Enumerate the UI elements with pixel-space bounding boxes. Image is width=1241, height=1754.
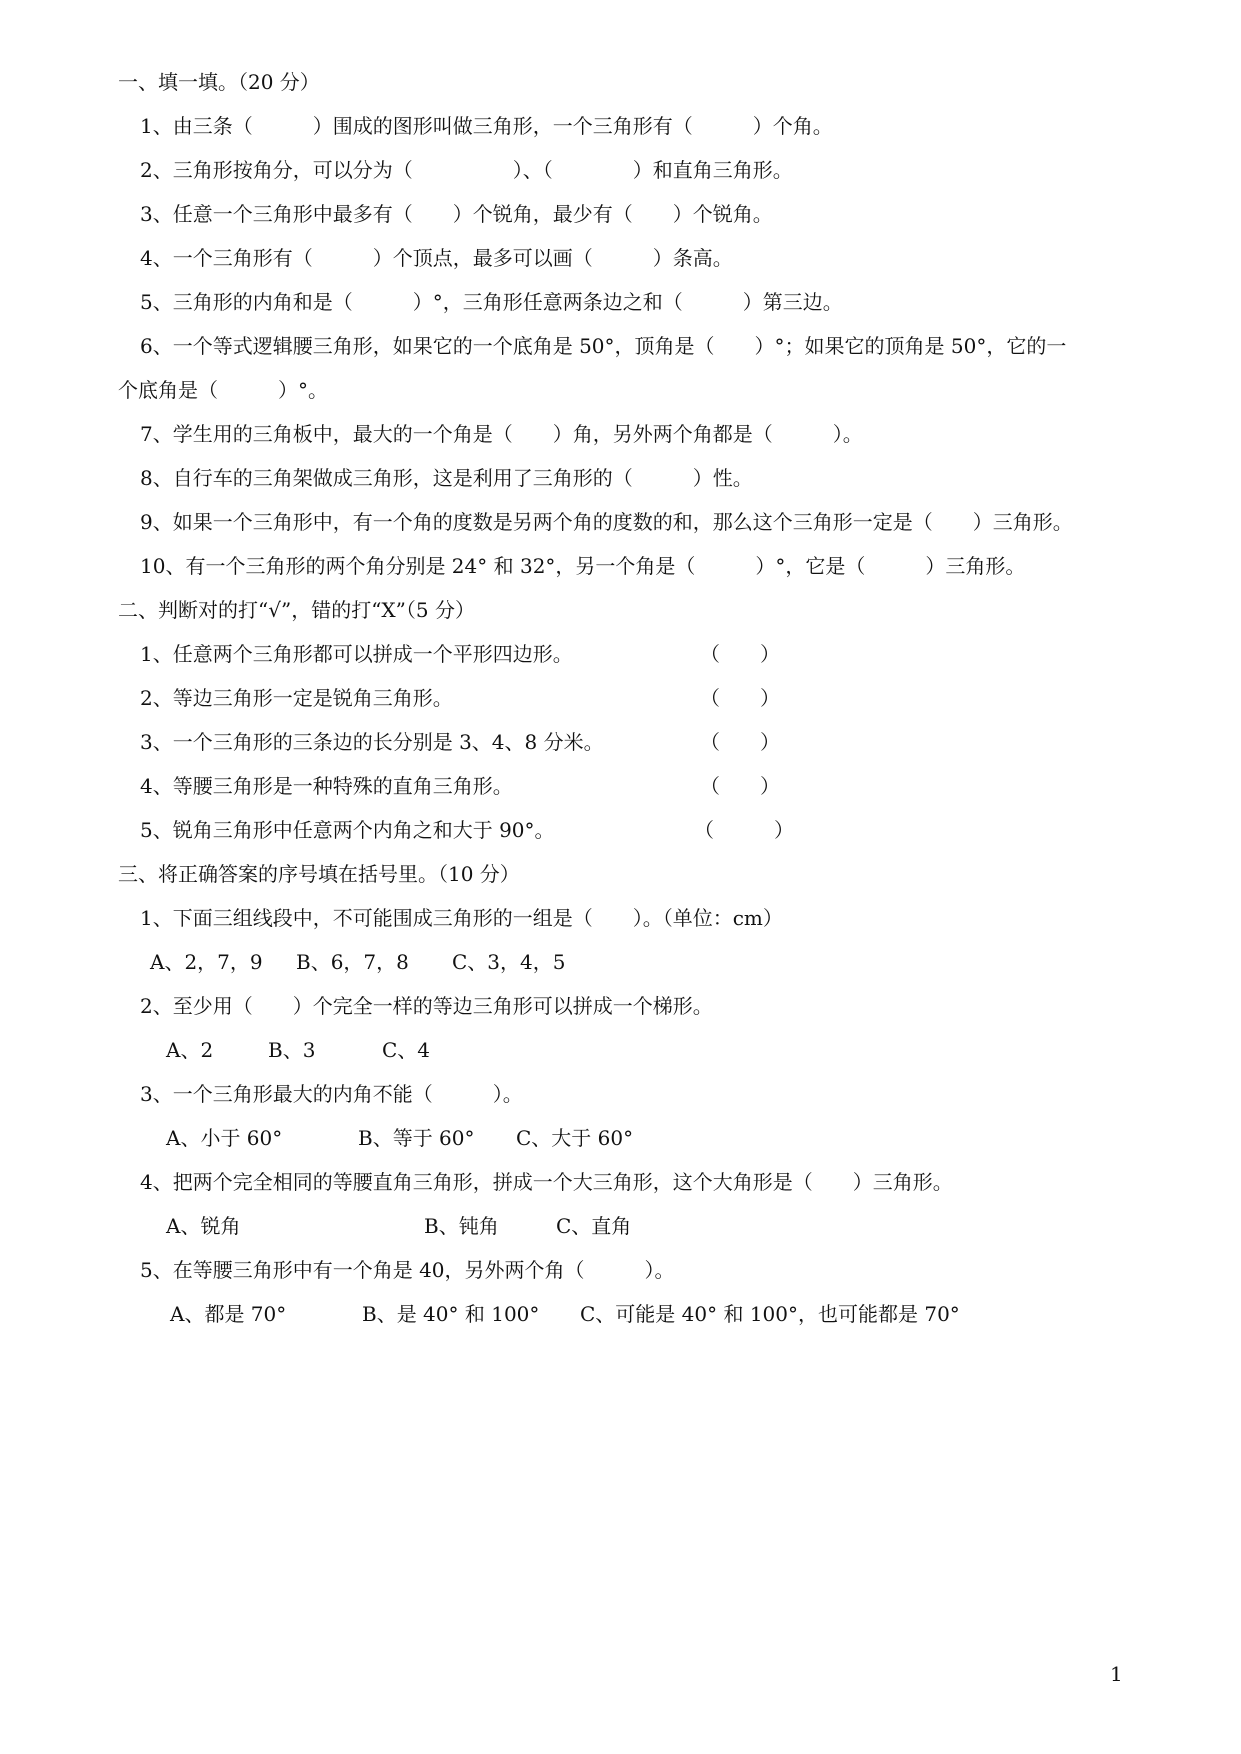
section-2-title: 二、判断对的打“√”，错的打“X”（5 分） xyxy=(118,598,475,622)
choice-question-3: 3、一个三角形最大的内角不能（ ）。 xyxy=(140,1082,523,1106)
judge-item-5-paren: （ ） xyxy=(694,818,794,842)
fill-item-8: 8、自行车的三角架做成三角形，这是利用了三角形的（ ）性。 xyxy=(140,466,753,490)
fill-item-6: 6、一个等式逻辑腰三角形，如果它的一个底角是 50°，顶角是（ ）°；如果它的顶角是 50°，它的一 xyxy=(140,334,1067,358)
fill-item-4: 4、一个三角形有（ ）个顶点，最多可以画（ ）条高。 xyxy=(140,246,733,270)
choice-question-4: 4、把两个完全相同的等腰直角三角形，拼成一个大三角形，这个大角形是（ ）三角形。 xyxy=(140,1170,953,1194)
choice-2-option-b: B、3 xyxy=(268,1038,316,1062)
fill-item-2: 2、三角形按角分，可以分为（ ）、（ ）和直角三角形。 xyxy=(140,158,793,182)
fill-item-3: 3、任意一个三角形中最多有（ ）个锐角，最少有（ ）个锐角。 xyxy=(140,202,773,226)
section-3-title: 三、将正确答案的序号填在括号里。（10 分） xyxy=(118,862,520,886)
choice-4-option-c: C、直角 xyxy=(556,1214,632,1238)
page-number: 1 xyxy=(1110,1662,1123,1686)
choice-5-option-b: B、是 40° 和 100° xyxy=(362,1302,540,1326)
fill-item-5: 5、三角形的内角和是（ ）°，三角形任意两条边之和（ ）第三边。 xyxy=(140,290,843,314)
choice-question-1: 1、下面三组线段中，不可能围成三角形的一组是（ ）。（单位：cm） xyxy=(140,906,783,930)
choice-4-option-a: A、锐角 xyxy=(166,1214,241,1238)
fill-item-7: 7、学生用的三角板中，最大的一个角是（ ）角，另外两个角都是（ ）。 xyxy=(140,422,863,446)
choice-5-option-a: A、都是 70° xyxy=(170,1302,287,1326)
fill-item-6-continued: 个底角是（ ）°。 xyxy=(118,378,328,402)
choice-3-option-a: A、小于 60° xyxy=(166,1126,283,1150)
fill-item-10: 10、有一个三角形的两个角分别是 24° 和 32°，另一个角是（ ）°，它是（ ）三角形。 xyxy=(140,554,1026,578)
choice-1-option-b: B、6，7，8 xyxy=(296,950,409,974)
choice-5-option-c: C、可能是 40° 和 100°，也可能都是 70° xyxy=(580,1302,960,1326)
judge-item-4-paren: （ ） xyxy=(700,774,780,798)
judge-item-2-paren: （ ） xyxy=(700,686,780,710)
judge-item-1: 1、任意两个三角形都可以拼成一个平形四边形。 xyxy=(140,642,573,666)
judge-item-2: 2、等边三角形一定是锐角三角形。 xyxy=(140,686,453,710)
judge-item-4: 4、等腰三角形是一种特殊的直角三角形。 xyxy=(140,774,513,798)
choice-4-option-b: B、钝角 xyxy=(424,1214,499,1238)
judge-item-5: 5、锐角三角形中任意两个内角之和大于 90°。 xyxy=(140,818,555,842)
choice-1-option-c: C、3，4，5 xyxy=(452,950,566,974)
judge-item-1-paren: （ ） xyxy=(700,642,780,666)
section-1-title: 一、填一填。（20 分） xyxy=(118,70,320,94)
choice-1-option-a: A、2，7，9 xyxy=(150,950,263,974)
judge-item-3-paren: （ ） xyxy=(700,730,780,754)
choice-2-option-c: C、4 xyxy=(382,1038,431,1062)
choice-question-2: 2、至少用（ ）个完全一样的等边三角形可以拼成一个梯形。 xyxy=(140,994,713,1018)
choice-2-option-a: A、2 xyxy=(166,1038,214,1062)
judge-item-3: 3、一个三角形的三条边的长分别是 3、4、8 分米。 xyxy=(140,730,604,754)
choice-question-5: 5、在等腰三角形中有一个角是 40，另外两个角（ ）。 xyxy=(140,1258,675,1282)
choice-3-option-b: B、等于 60° xyxy=(358,1126,475,1150)
fill-item-9: 9、如果一个三角形中，有一个角的度数是另两个角的度数的和，那么这个三角形一定是（ ）三角形。 xyxy=(140,510,1073,534)
choice-3-option-c: C、大于 60° xyxy=(516,1126,634,1150)
fill-item-1: 1、由三条（ ）围成的图形叫做三角形，一个三角形有（ ）个角。 xyxy=(140,114,833,138)
